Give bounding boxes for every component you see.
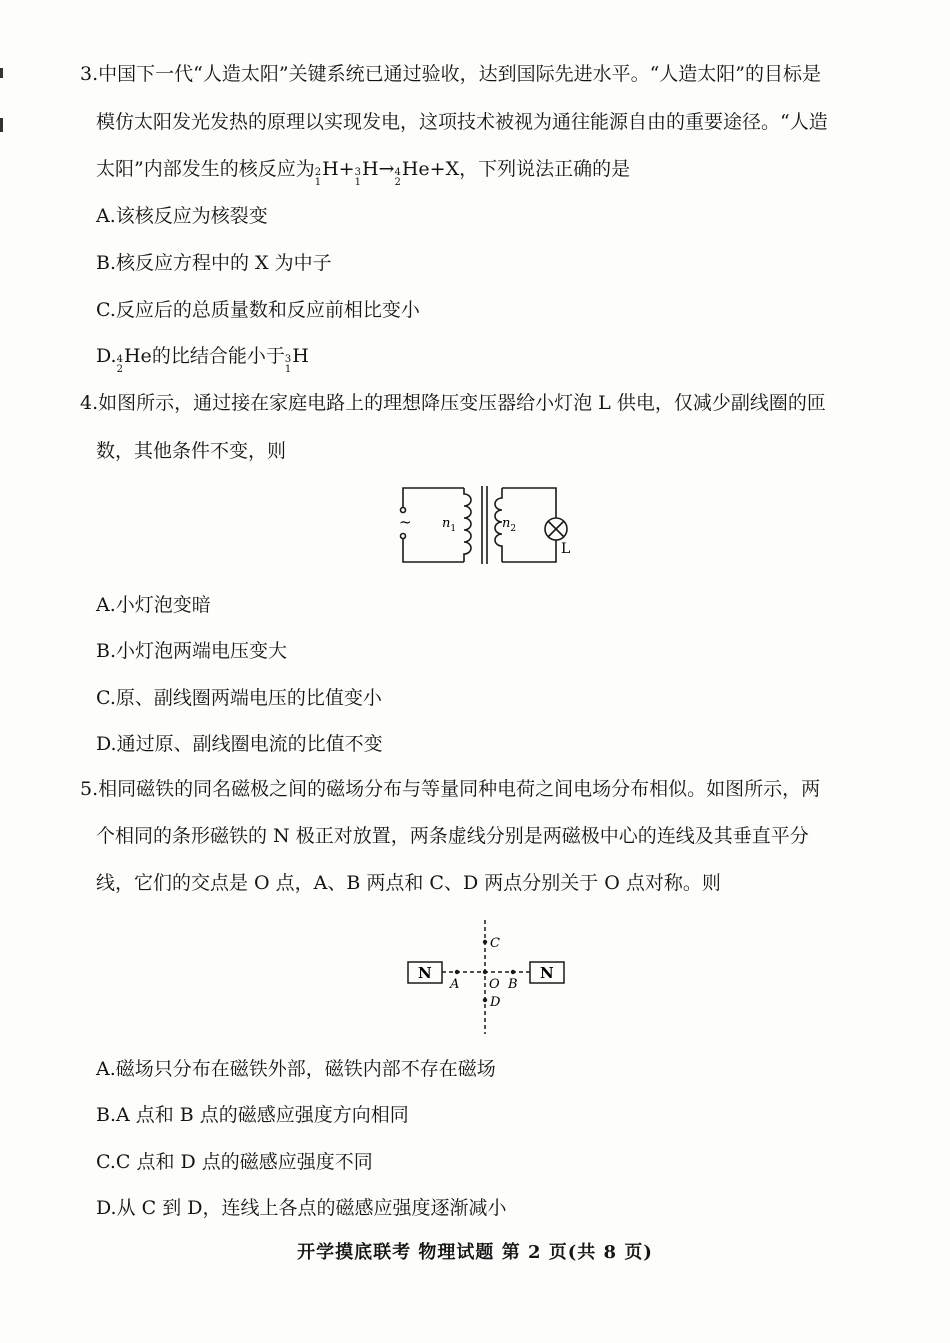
q5-option-c: C.C 点和 D 点的磁感应强度不同	[96, 1151, 373, 1173]
nuclide-h3	[285, 341, 309, 375]
terminal-bottom	[401, 534, 406, 539]
q3-text-3: 太阳”内部发生的核反应为	[96, 158, 315, 180]
point-a	[455, 970, 459, 974]
point-d	[483, 998, 487, 1002]
q5-line-2: 个相同的条形磁铁的 N 极正对放置，两条虚线分别是两磁极中心的连线及其垂直平分	[96, 825, 809, 847]
label-b: B	[508, 977, 518, 992]
secondary-wire-top	[502, 488, 556, 518]
primary-wire-top	[403, 488, 464, 507]
atomic-number: 2	[116, 364, 123, 375]
point-c	[483, 940, 487, 944]
option-text: 的比结合能小于	[151, 345, 285, 367]
symbol-h: H	[322, 158, 339, 180]
n1-letter: n	[442, 516, 451, 531]
label-n2	[502, 516, 516, 534]
scan-edge-mark-bottom	[0, 118, 3, 132]
atomic-number: 1	[284, 364, 292, 375]
q3-line-1	[80, 59, 890, 89]
mass-number: 3	[354, 167, 361, 178]
primary-coil	[464, 488, 471, 562]
symbol-he: He	[123, 345, 152, 367]
magnet-figure	[400, 916, 575, 1038]
point-o	[483, 970, 487, 974]
ac-symbol: ~	[399, 513, 412, 531]
nuclide-h3	[355, 154, 379, 188]
option-letter: D.	[96, 345, 117, 367]
label-c: C	[490, 936, 500, 951]
q5-line-3: 线，它们的交点是 O 点，A、B 两点和 C、D 两点分别关于 O 点对称。则	[96, 872, 721, 894]
q4-option-c: C.原、副线圈两端电压的比值变小	[96, 687, 382, 709]
q5-line-1: 5.相同磁铁的同名磁极之间的磁场分布与等量同种电荷之间电场分布相似。如图所示，两	[80, 778, 821, 800]
q5-option-a: A.磁场只分布在磁铁外部，磁铁内部不存在磁场	[96, 1058, 496, 1080]
q5-option-b: B.A 点和 B 点的磁感应强度方向相同	[96, 1104, 409, 1126]
plus-sign: +	[429, 158, 446, 180]
symbol-h: H	[361, 158, 379, 180]
page-footer: 开学摸底联考 物理试题 第 2 页(共 8 页)	[297, 1242, 653, 1263]
q4-line-1: 4.如图所示，通过接在家庭电路上的理想降压变压器给小灯泡 L 供电，仅减少副线圈的匝	[80, 392, 826, 414]
mass-number: 4	[394, 167, 401, 178]
q3-line-3	[96, 154, 890, 188]
symbol-x: X	[445, 158, 460, 180]
symbol-he: He	[401, 158, 430, 180]
q5-option-d: D.从 C 到 D，连线上各点的磁感应强度逐渐减小	[96, 1197, 507, 1219]
q3-option-c: C.反应后的总质量数和反应前相比变小	[96, 299, 420, 321]
secondary-coil	[495, 488, 502, 562]
n2-letter: n	[502, 516, 511, 531]
q3-text-3-post: ，下列说法正确的是	[459, 158, 631, 180]
arrow-icon: →	[378, 158, 395, 180]
mass-number: 2	[314, 167, 322, 178]
label-n1	[442, 516, 456, 534]
nuclide-he4	[394, 154, 429, 188]
mass-number: 3	[284, 354, 292, 365]
secondary-wire-bottom	[502, 540, 556, 562]
q4-option-d: D.通过原、副线圈电流的比值不变	[96, 733, 383, 755]
n2-subscript: 2	[510, 524, 517, 534]
q3-number: 3.	[80, 63, 99, 85]
label-d: D	[490, 995, 501, 1010]
nuclide-h2	[315, 154, 339, 188]
q3-option-d	[96, 341, 890, 375]
atomic-number: 1	[314, 177, 322, 188]
q4-option-b: B.小灯泡两端电压变大	[96, 640, 288, 662]
label-a: A	[450, 977, 460, 992]
label-lamp: L	[561, 541, 571, 557]
left-pole-label: N	[418, 964, 432, 982]
q3-option-a: A.该核反应为核裂变	[96, 205, 268, 227]
plus-sign: +	[338, 158, 355, 180]
q3-text-1: 中国下一代“人造太阳”关键系统已通过验收，达到国际先进水平。“人造太阳”的目标是	[98, 63, 821, 85]
primary-wire-bottom	[403, 539, 464, 562]
transformer-figure	[390, 478, 590, 570]
label-o: O	[489, 977, 500, 992]
point-b	[511, 970, 515, 974]
q4-line-2: 数，其他条件不变，则	[96, 440, 287, 462]
mass-number: 4	[116, 354, 123, 365]
atomic-number: 1	[354, 177, 361, 188]
q3-option-b: B.核反应方程中的 X 为中子	[96, 252, 332, 274]
terminal-top	[401, 508, 406, 513]
q3-line-2: 模仿太阳发光发热的原理以实现发电，这项技术被视为通往能源自由的重要途径。“人造	[96, 111, 828, 133]
n1-subscript: 1	[450, 524, 457, 534]
q4-option-a: A.小灯泡变暗	[96, 594, 211, 616]
scan-edge-mark-top	[0, 68, 3, 78]
nuclide-he4	[117, 341, 152, 375]
symbol-h: H	[292, 345, 309, 367]
atomic-number: 2	[394, 177, 401, 188]
right-pole-label: N	[540, 964, 554, 982]
